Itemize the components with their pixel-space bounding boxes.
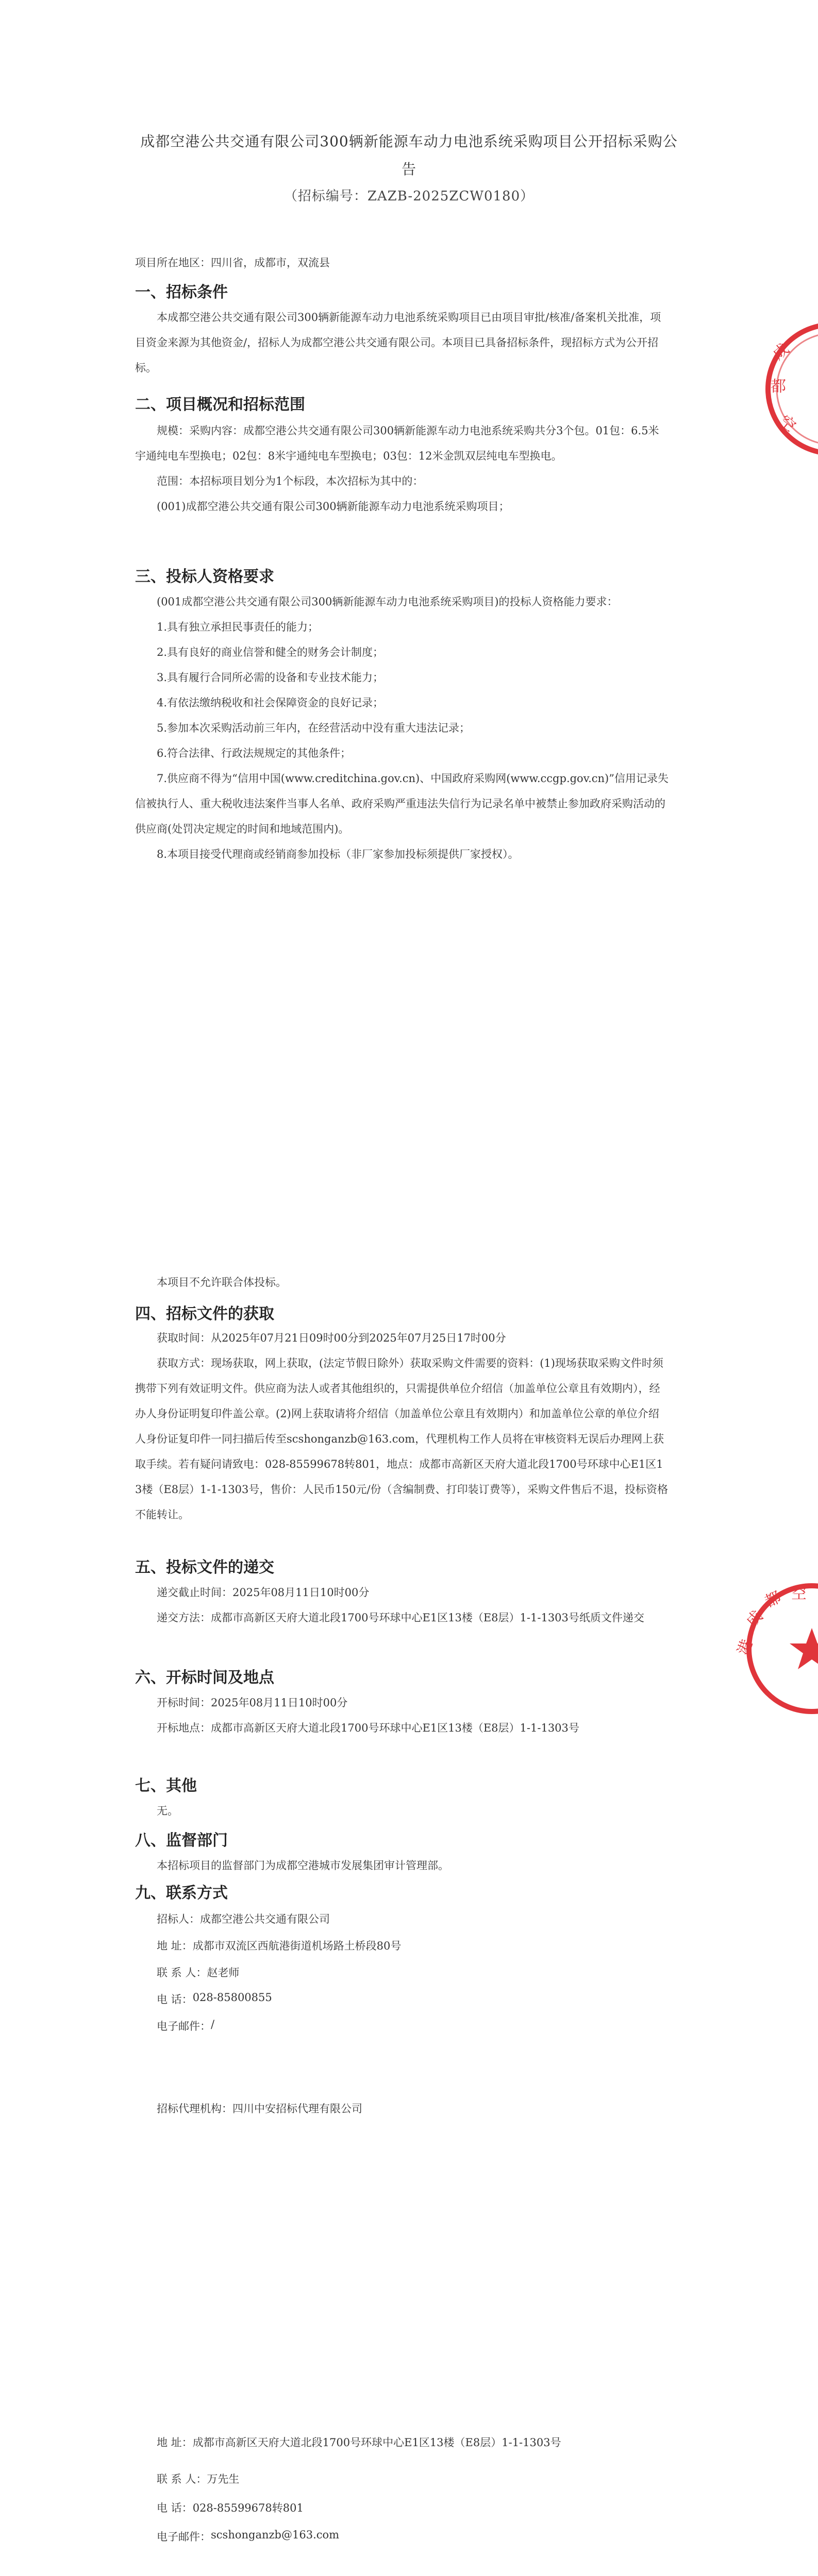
section-6-place: 开标地点：成都市高新区天府大道北段1700号环球中心E1区13楼（E8层）1-1-1303号 [157,1722,579,1734]
contact-label: 电 话： [157,2502,193,2514]
qualification-item: 4.有依法缴纳税收和社会保障资金的良好记录； [157,697,384,709]
section-7-text: 无。 [157,1805,178,1817]
svg-text:成: 成 [742,1607,766,1631]
contact-label: 地 址： [157,1940,193,1952]
agency-contact-block [135,2432,669,2557]
tenderer-email: / [211,2018,215,2030]
agency-contact-person: 万先生 [207,2473,240,2485]
document-page-1 [0,0,818,1157]
section-4-heading: 四、招标文件的获取 [135,1305,274,1323]
section-2-heading: 二、项目概况和招标范围 [135,396,305,414]
svg-text:都: 都 [762,1588,784,1612]
contact-label: 招标人： [157,1913,200,1925]
document-title: 成都空港公共交通有限公司300辆新能源车动力电池系统采购项目公开招标采购公告 [140,133,678,178]
section-5-deadline: 递交截止时间：2025年08月11日10时00分 [157,1586,370,1599]
contact-label: 电 话： [157,1993,193,2006]
section-8-heading: 八、监督部门 [135,1832,228,1850]
section-5-heading: 五、投标文件的递交 [135,1558,274,1577]
section-2-scope: 范围：本招标项目划分为1个标段，本次招标为其中的： [157,475,424,487]
section-3-heading: 三、投标人资格要求 [135,568,274,586]
svg-text:成: 成 [769,340,793,364]
section-9-heading: 九、联系方式 [135,1884,228,1902]
qualification-item: 2.具有良好的商业信誉和健全的财务会计制度； [157,646,384,658]
section-2-scale: 规模：采购内容：成都空港公共交通有限公司300辆新能源车动力电池系统采购共分3个包。01包：6.5米宇通纯电车型换电；02包：8米宇通纯电车型换电；03包：12米金凯双层纯电车型换电。 [135,425,659,462]
section-2-package: (001)成都空港公共交通有限公司300辆新能源车动力电池系统采购项目； [157,500,510,513]
section-3-intro: (001成都空港公共交通有限公司300辆新能源车动力电池系统采购项目)的投标人资格能力要求： [157,596,618,608]
section-7-heading: 七、其他 [135,1777,197,1795]
svg-text:空: 空 [791,1585,807,1603]
section-1-text: 本成都空港公共交通有限公司300辆新能源车动力电池系统采购项目已由项目审批/核准/备案机关批准，项目资金来源为其他资金/，招标人为成都空港公共交通有限公司。本项目已具备招标条件，现招标方式为公开招标。 [135,311,661,374]
document-page-2 [0,1157,818,2313]
agency-name: 四川中安招标代理有限公司 [232,2103,362,2115]
contact-label: 招标代理机构： [157,2103,232,2115]
qualification-item: 8.本项目接受代理商或经销商参加投标（非厂家参加投标须提供厂家授权）。 [157,848,519,860]
tenderer-phone: 028-85800855 [192,1991,272,2004]
tenderer-contact-block [135,1911,669,2045]
agency-address: 成都市高新区天府大道北段1700号环球中心E1区13楼（E8层）1-1-1303号 [192,2436,561,2449]
tenderer-contact-person: 赵老师 [207,1967,240,1979]
consortium-note: 本项目不允许联合体投标。 [157,1276,287,1289]
agency-email: scshonganzb@163.com [211,2529,340,2541]
contact-label: 电子邮件： [157,2020,211,2032]
tenderer-seal-partial [763,319,818,459]
qualification-item: 7.供应商不得为“信用中国(www.creditchina.gov.cn)、中国政府采购网(www.ccgp.gov.cn)”信用记录失信被执行人、重大税收违法案件当事人名单、政府采购严重违法失信行为记录名单中被禁止参加政府采购活动的供应商(处罚决定规定的时间和地域范围内)。 [135,772,669,835]
contact-label: 电子邮件： [157,2531,211,2543]
section-5-place: 递交方法：成都市高新区天府大道北段1700号环球中心E1区13楼（E8层）1-1-1303号纸质文件递交 [157,1612,644,1624]
qualification-item: 6.符合法律、行政法规规定的其他条件； [157,747,352,759]
section-1-heading: 一、招标条件 [135,283,228,301]
svg-text:都: 都 [771,378,786,396]
section-6-time: 开标时间：2025年08月11日10时00分 [157,1697,348,1709]
section-4-method: 获取方式：现场获取，网上获取，(法定节假日除外）获取采购文件需要的资料：(1)现场获取采购文件时须携带下列有效证明文件。供应商为法人或者其他组织的，只需提供单位介绍信（加盖单位公章且有效期内），经办人身份证明复印件盖公章。(2)网上获取请将介绍信（加盖单位公章且有效期内）和加盖单位公章的单位介绍人身份证复印件一同扫描后传至scshonganzb@163.com，代理机构工作人员将在审核资料无误后办理网上获取手续。若有疑问请致电：028-85599678转801，地点：成都市高新区天府大道北段1700号环球中心E1区13楼（E8层）1-1-1303号，售价：人民币150元/份（含编制费、打印装订费等），采购文件售后不退，投标资格不能转让。 [135,1357,669,1521]
section-8-text: 本招标项目的监督部门为成都空港城市发展集团审计管理部。 [157,1859,449,1872]
project-location: 项目所在地区：四川省，成都市，双流县 [135,257,330,269]
contact-label: 联 系 人： [157,2473,207,2485]
project-number: （招标编号：ZAZB-2025ZCW0180） [283,189,535,204]
contact-label: 地 址： [157,2436,193,2449]
svg-text:港: 港 [734,1637,757,1658]
tenderer-address: 成都市双流区西航港街道机场路土桥段80号 [192,1940,402,1952]
agency-phone: 028-85599678转801 [192,2502,304,2514]
qualification-item: 3.具有履行合同所必需的设备和专业技术能力； [157,671,384,684]
contact-label: 联 系 人： [157,1967,207,1979]
qualification-item: 5.参加本次采购活动前三年内，在经营活动中没有重大违法记录； [157,722,471,734]
tenderer-name: 成都空港公共交通有限公司 [200,1913,330,1925]
tenderer-seal [734,1579,818,1718]
section-4-time: 获取时间：从2025年07月21日09时00分到2025年07月25日17时00分 [157,1332,506,1344]
qualification-item: 1.具有独立承担民事责任的能力； [157,621,319,633]
svg-text:空: 空 [775,412,799,436]
document-page-3 [0,2313,818,2576]
section-6-heading: 六、开标时间及地点 [135,1669,274,1687]
